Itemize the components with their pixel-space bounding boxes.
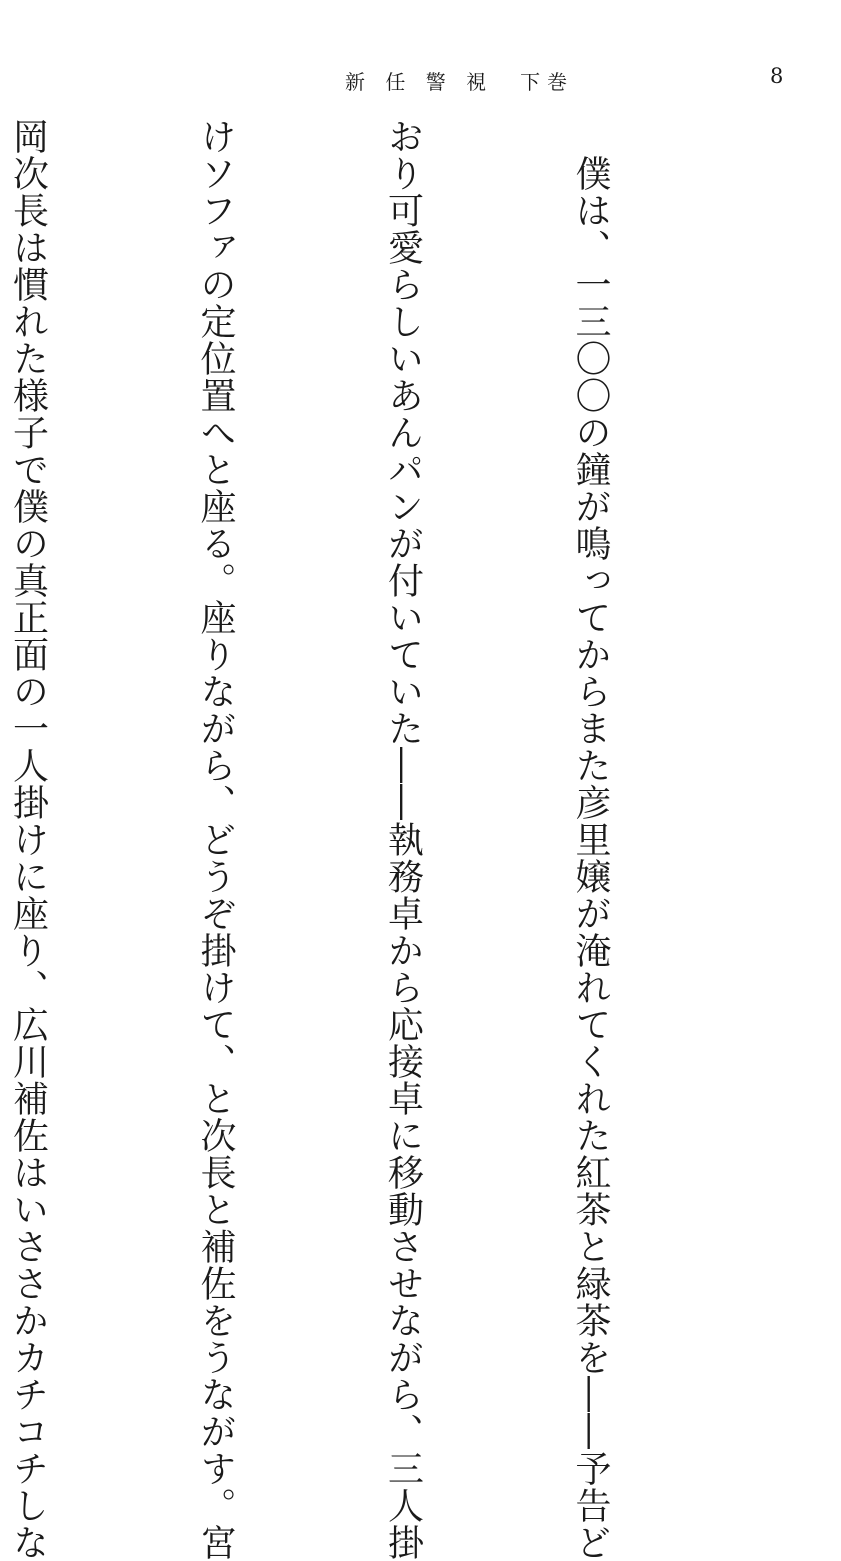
text-line: おり可愛らしいあんパンが付いていた――執務卓から応接卓に移動させながら、三人掛 bbox=[382, 118, 424, 1561]
running-header bbox=[0, 62, 841, 92]
page-number: 8 bbox=[770, 64, 784, 88]
vertical-body-text bbox=[7, 118, 746, 1561]
text-line: けソファの定位置へと座る。座りながら、どうぞ掛けて、と次長と補佐をうながす。宮 bbox=[195, 118, 236, 1561]
text-line: 岡次長は慣れた様子で僕の真正面の一人掛けに座り、広川補佐はいささかカチコチしな bbox=[7, 118, 49, 1561]
book-title: 新 任 警 視 下巻 bbox=[345, 70, 575, 94]
text-line: 僕は、一三〇〇の鐘が鳴ってからまた彦里嬢が淹れてくれた紅茶と緑茶を――予告ど bbox=[570, 118, 611, 1561]
